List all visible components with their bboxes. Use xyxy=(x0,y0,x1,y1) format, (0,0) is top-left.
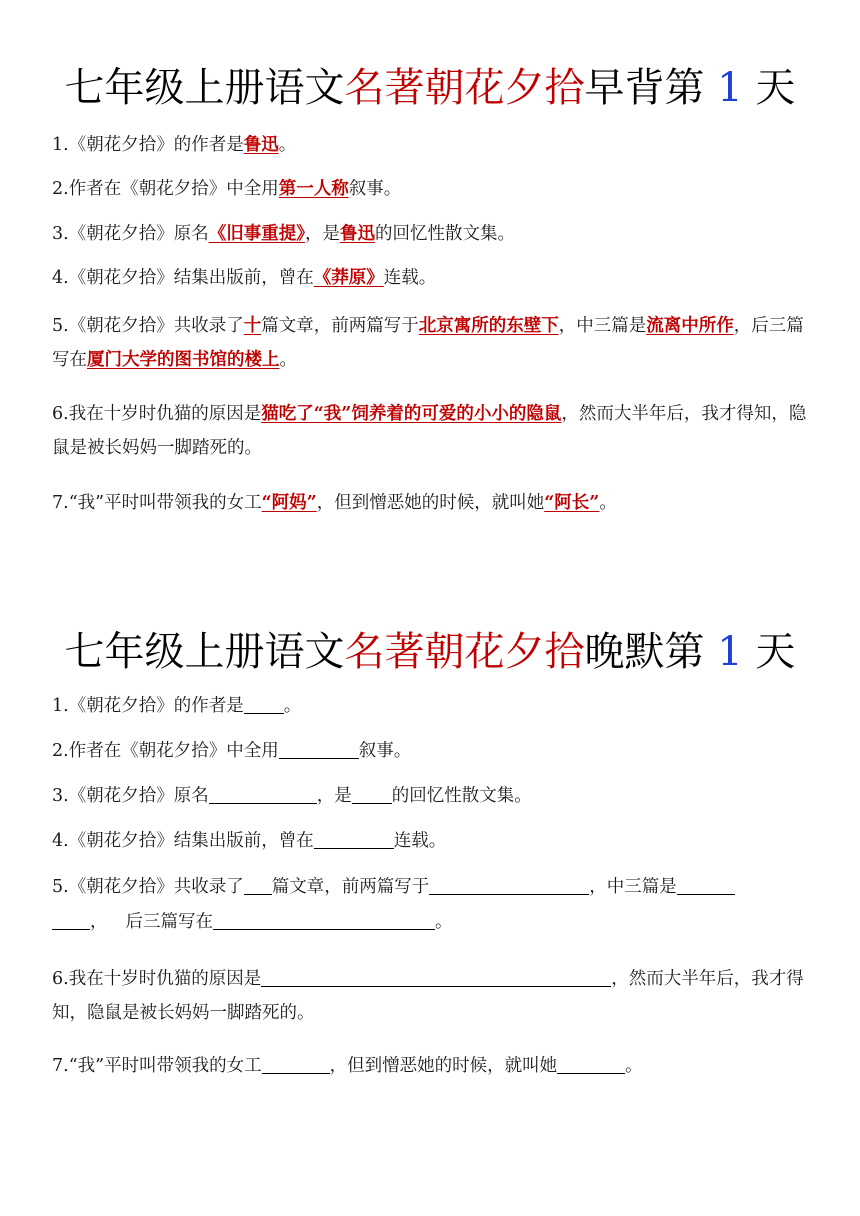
question-text: 。 xyxy=(283,696,302,716)
answer: 流离中所作 xyxy=(646,316,734,336)
question-text: 叙事。 xyxy=(348,179,402,199)
question-text: 4.《朝花夕拾》结集出版前，曾在 xyxy=(52,268,314,288)
morning-question-7 xyxy=(52,491,812,515)
answer-blank[interactable] xyxy=(429,876,589,895)
question-text: 。 xyxy=(435,912,453,932)
evening-question-6 xyxy=(52,962,812,1030)
question-text: ，中三篇是 xyxy=(558,316,647,336)
question-text: 后三篇写在 xyxy=(125,912,213,932)
question-text: 7.“我”平时叫带领我的女工 xyxy=(52,1056,262,1076)
answer: 厦门大学的图书馆的楼上 xyxy=(87,350,280,370)
title-session: 早背第 xyxy=(584,65,718,111)
title-prefix: 七年级上册语文 xyxy=(64,65,345,111)
question-text: 连载。 xyxy=(393,831,447,851)
title-prefix: 七年级上册语文 xyxy=(64,629,345,675)
question-text: 1.《朝花夕拾》的作者是 xyxy=(52,135,244,155)
morning-title xyxy=(0,62,860,114)
answer-blank[interactable] xyxy=(244,695,284,714)
answer-blank[interactable] xyxy=(213,911,435,930)
question-text: 7.“我”平时叫带领我的女工 xyxy=(52,493,262,513)
question-text: 4.《朝花夕拾》结集出版前，曾在 xyxy=(52,831,314,851)
evening-question-1 xyxy=(52,694,812,718)
morning-question-4 xyxy=(52,266,812,290)
question-text: 篇文章，前两篇写于 xyxy=(261,316,419,336)
answer-blank[interactable] xyxy=(244,876,272,895)
question-text: 。 xyxy=(625,1056,643,1076)
answer-blank[interactable] xyxy=(352,785,392,804)
answer-blank[interactable] xyxy=(209,785,317,804)
question-text: 。 xyxy=(279,350,297,370)
evening-title xyxy=(0,626,860,678)
answer: 猫吃了“我”饲养着的可爱的小小的隐鼠 xyxy=(261,404,562,424)
question-text: 1.《朝花夕拾》的作者是 xyxy=(52,696,244,716)
answer: “阿妈” xyxy=(261,493,317,513)
answer-blank[interactable] xyxy=(261,968,611,987)
morning-question-2 xyxy=(52,177,812,201)
morning-question-3 xyxy=(52,222,812,246)
answer-blank[interactable] xyxy=(677,876,735,895)
title-day-number: 1 xyxy=(717,65,743,111)
answer: 鲁迅 xyxy=(243,135,279,155)
title-day-suffix: 天 xyxy=(742,65,796,111)
morning-question-6 xyxy=(52,397,812,465)
question-text: 3.《朝花夕拾》原名 xyxy=(52,786,209,806)
evening-question-3 xyxy=(52,784,812,808)
title-day-suffix: 天 xyxy=(742,629,796,675)
answer: 《旧事重提》 xyxy=(208,224,305,244)
question-text: 2.作者在《朝花夕拾》中全用 xyxy=(52,741,279,761)
answer-blank[interactable] xyxy=(52,911,90,930)
title-book-name: 名著朝花夕拾 xyxy=(344,629,585,675)
morning-question-5 xyxy=(52,309,812,377)
question-text: ，中三篇是 xyxy=(589,877,677,897)
question-text: 的回忆性散文集。 xyxy=(374,224,515,244)
question-text: 6.我在十岁时仇猫的原因是 xyxy=(52,969,262,989)
question-text: ，是 xyxy=(316,786,352,806)
title-book-name: 名著朝花夕拾 xyxy=(344,65,585,111)
question-text: ，然而大半年后，我才得知，隐鼠是被长妈妈一脚踏死的。 xyxy=(52,404,807,458)
answer-blank[interactable] xyxy=(314,830,394,849)
question-text: 的回忆性散文集。 xyxy=(391,786,532,806)
evening-question-5-line-1 xyxy=(52,875,812,899)
question-text: 5.《朝花夕拾》共收录了 xyxy=(52,877,244,897)
question-text: ，但到憎恶她的时候，就叫她 xyxy=(329,1056,558,1076)
question-text: 2.作者在《朝花夕拾》中全用 xyxy=(52,179,279,199)
title-session: 晚默第 xyxy=(584,629,718,675)
question-text: 3.《朝花夕拾》原名 xyxy=(52,224,209,244)
answer-blank[interactable] xyxy=(557,1055,625,1074)
question-text: ，后三篇写在 xyxy=(52,316,804,370)
evening-question-5-line-2 xyxy=(52,910,812,934)
evening-question-2 xyxy=(52,739,812,763)
question-text: 5.《朝花夕拾》共收录了 xyxy=(52,316,244,336)
question-text: ，但到憎恶她的时候，就叫她 xyxy=(316,493,545,513)
question-text: 叙事。 xyxy=(358,741,412,761)
question-text: 6.我在十岁时仇猫的原因是 xyxy=(52,404,262,424)
question-text: 。 xyxy=(278,135,297,155)
answer-blank[interactable] xyxy=(279,740,359,759)
question-text: ，然而大半年后，我才得知，隐鼠是被长妈妈一脚踏死的。 xyxy=(52,969,804,1023)
evening-question-7 xyxy=(52,1054,812,1078)
answer: 第一人称 xyxy=(278,179,349,199)
question-text: 。 xyxy=(599,493,617,513)
answer-blank[interactable] xyxy=(262,1055,330,1074)
answer: 鲁迅 xyxy=(339,224,375,244)
question-text: ， xyxy=(90,912,108,932)
answer: 北京寓所的东壁下 xyxy=(418,316,559,336)
answer: 十 xyxy=(243,316,262,336)
question-text: 连载。 xyxy=(383,268,437,288)
question-text: ，是 xyxy=(304,224,340,244)
morning-question-1 xyxy=(52,133,812,157)
question-text: 篇文章，前两篇写于 xyxy=(271,877,430,897)
title-day-number: 1 xyxy=(717,629,743,675)
evening-question-4 xyxy=(52,829,812,853)
answer: 《莽原》 xyxy=(313,268,384,288)
answer: “阿长” xyxy=(544,493,600,513)
